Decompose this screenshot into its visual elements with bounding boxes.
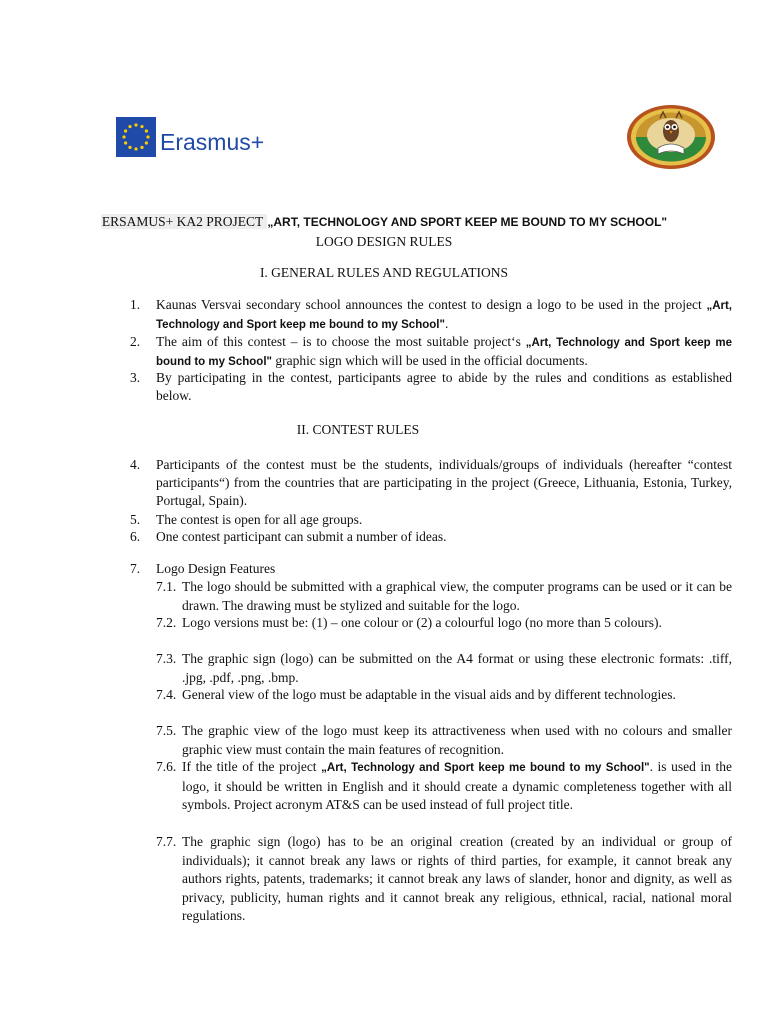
erasmus-logo-text: Erasmus+ [160, 129, 265, 155]
rule-number: 3. [130, 370, 141, 385]
feature-text: Logo versions must be: (1) – one colour or (2) a colourful logo (no more than 5 colours). [182, 615, 662, 630]
eu-star-icon [122, 135, 125, 138]
document-title [0, 214, 768, 230]
rule-text: Logo Design Features [156, 561, 276, 576]
rule-number: 4. [130, 457, 141, 472]
feature-number: 7.4. [156, 687, 177, 702]
eu-star-icon [124, 141, 127, 144]
rule-text: One contest participant can submit a number of ideas. [156, 529, 447, 544]
document-subtitle: LOGO DESIGN RULES [315, 234, 453, 249]
eu-star-icon [128, 146, 131, 149]
rule-number: 1. [130, 297, 141, 312]
eu-star-icon [134, 123, 137, 126]
eu-star-icon [145, 129, 148, 132]
rule-number: 6. [130, 529, 141, 544]
rule-number: 5. [130, 512, 141, 527]
eu-star-icon [128, 125, 131, 128]
eu-star-icon [124, 129, 127, 132]
section-heading-contest-rules: II. CONTEST RULES [296, 422, 420, 437]
feature-number: 7.3. [156, 651, 177, 666]
eu-star-icon [140, 146, 143, 149]
school-seal-logo [626, 104, 716, 170]
feature-text: If the title of the project „Art, Technology and Sport keep me bound to my School". is used in the logo, it should be written in English and it should create a dynamic completeness together with all symbols. Project acronym AT&S can be used instead of full project title. [182, 759, 732, 812]
project-prefix: ERSAMUS+ KA2 PROJECT [101, 214, 267, 229]
rule-number: 2. [130, 334, 141, 349]
section-heading-general-rules: I. GENERAL RULES AND REGULATIONS [259, 265, 509, 280]
feature-text: The logo should be submitted with a graphical view, the computer programs can be used or it can be drawn. The drawing must be stylized and suitable for the logo. [182, 579, 732, 613]
feature-number: 7.5. [156, 723, 177, 738]
feature-number: 7.2. [156, 615, 177, 630]
eu-flag-icon [116, 117, 156, 157]
eu-star-icon [146, 135, 149, 138]
feature-text: General view of the logo must be adaptable in the visual aids and by different technologies. [182, 687, 676, 702]
feature-text: The graphic view of the logo must keep its attractiveness when used with no colours and smaller graphic view must contain the main features of recognition. [182, 723, 732, 757]
feature-number: 7.6. [156, 759, 177, 774]
feature-number: 7.7. [156, 834, 177, 849]
feature-text: The graphic sign (logo) can be submitted on the A4 format or using these electronic formats: .tiff, .jpg, .pdf, .png, .bmp. [182, 651, 732, 685]
rule-text: By participating in the contest, participants agree to abide by the rules and conditions as established below. [156, 370, 732, 403]
rule-text: The aim of this contest – is to choose the most suitable project‘s „Art, Technology and Sport keep me bound to my School" graphic sign which will be used in the official documents. [156, 334, 732, 368]
feature-number: 7.1. [156, 579, 177, 594]
erasmus-logo [116, 116, 265, 158]
rule-text: Participants of the contest must be the students, individuals/groups of individuals (hereafter “contest participants“) from the countries that are participating in the project (Greece, Lithuania, Estonia, Turkey, Portugal, Spain). [156, 457, 732, 508]
project-title: „ART, TECHNOLOGY AND SPORT KEEP ME BOUND TO MY SCHOOL" [267, 215, 668, 229]
eu-star-icon [134, 147, 137, 150]
eu-star-icon [140, 125, 143, 128]
feature-text: The graphic sign (logo) has to be an original creation (created by an individual or group of individuals); it cannot break any laws or rights of third parties, for example, it cannot break any authors rights, patents, trademarks; it cannot break any laws of slander, honor and dignity, as well as privacy, publicity, human rights and it cannot break any religious, ethnical, racial, national moral regulations. [182, 834, 732, 923]
rule-number: 7. [130, 561, 141, 576]
eu-star-icon [145, 141, 148, 144]
rule-text: Kaunas Versvai secondary school announces the contest to design a logo to be used in the project „Art, Technology and Sport keep me bound to my School". [156, 297, 732, 331]
rule-text: The contest is open for all age groups. [156, 512, 363, 527]
